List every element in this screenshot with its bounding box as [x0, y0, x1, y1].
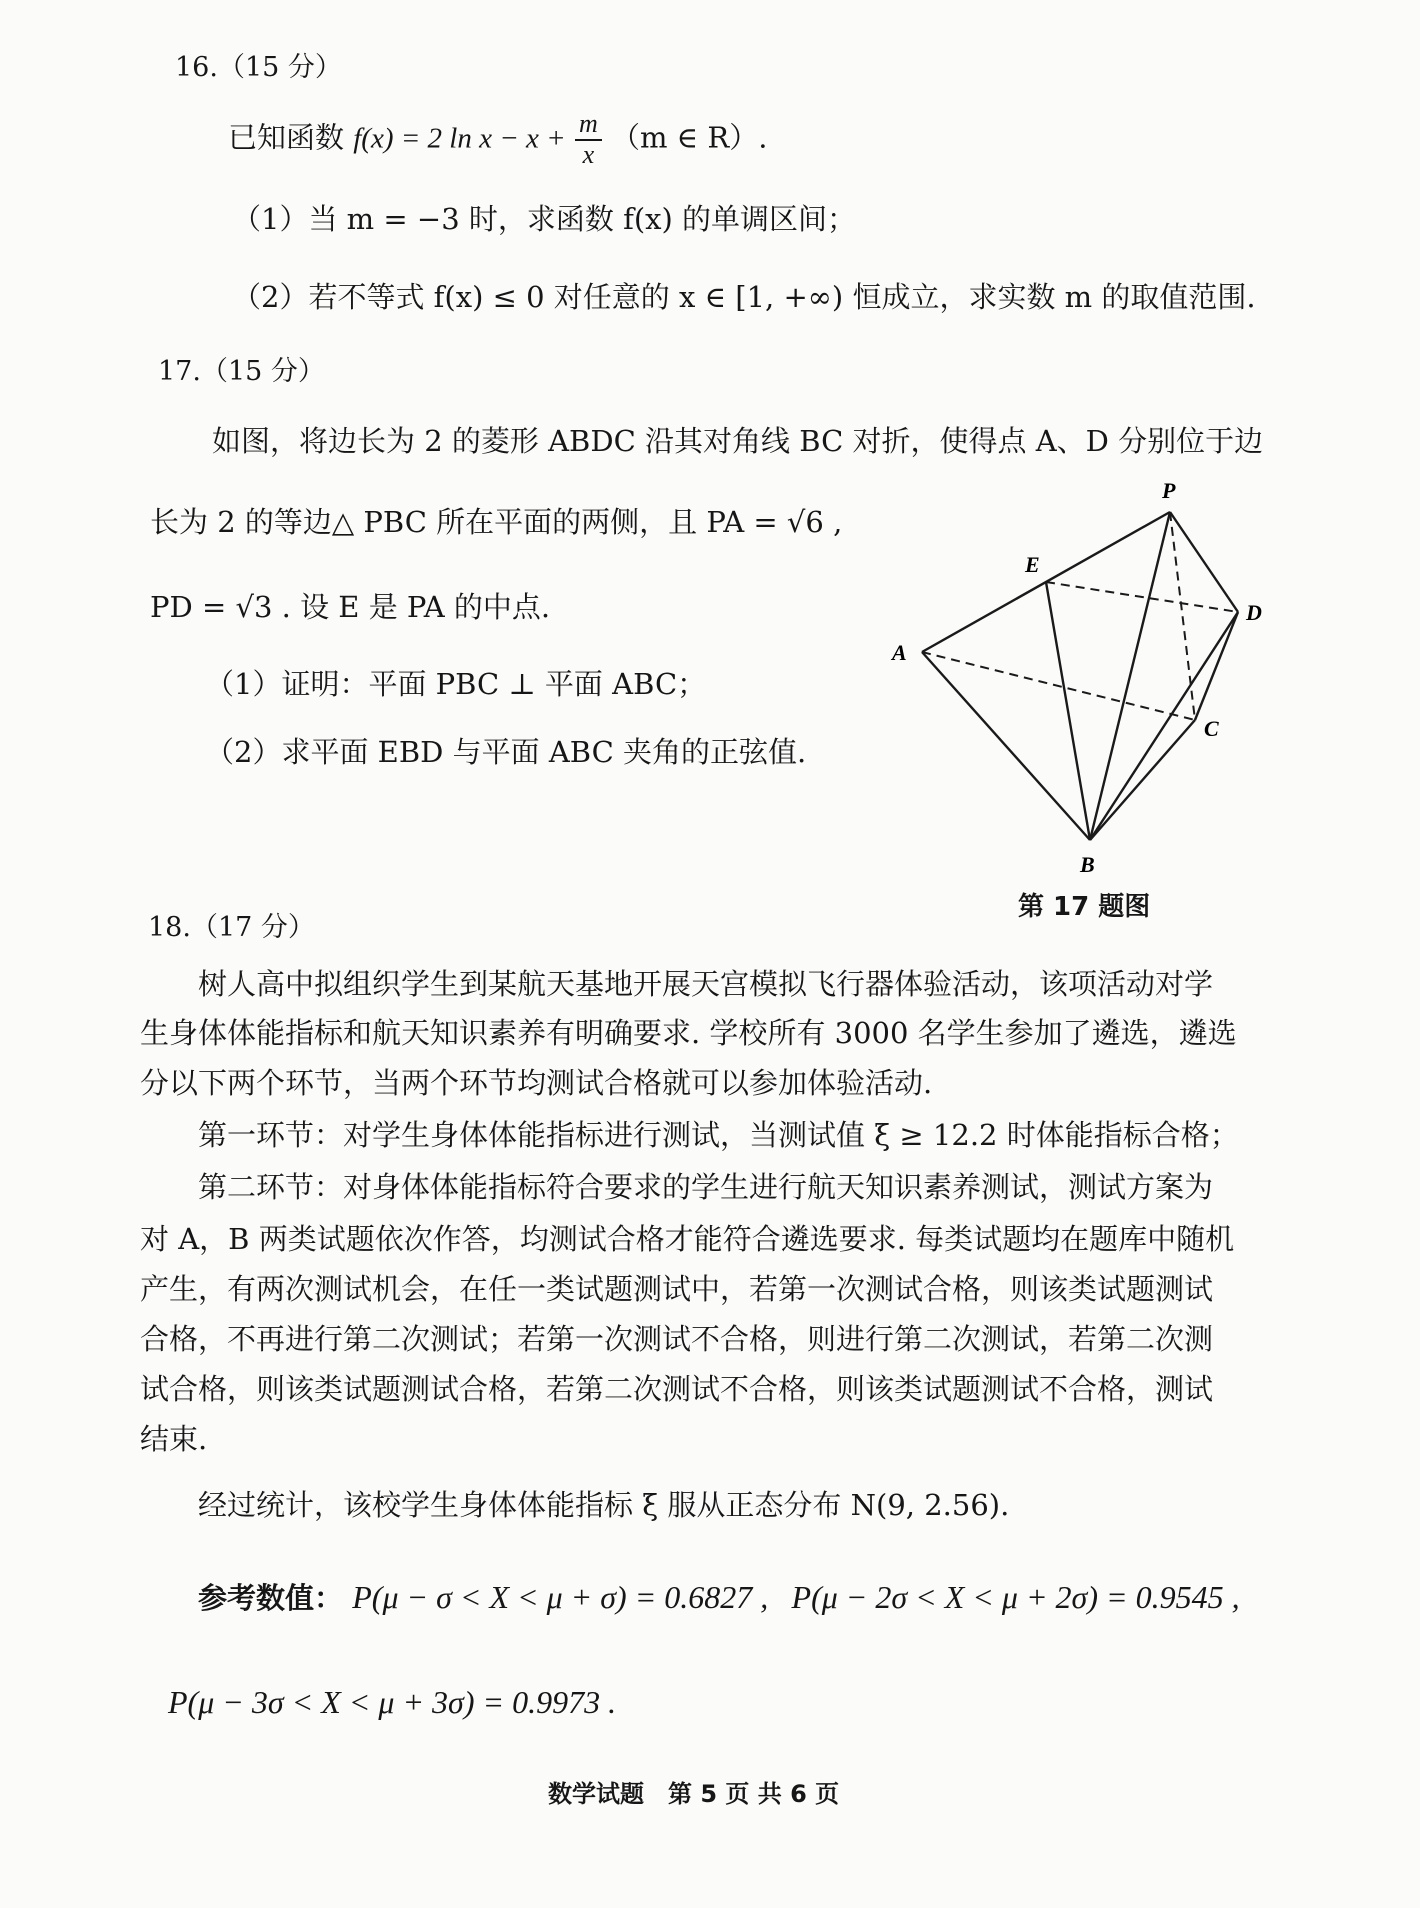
q18-ref1: P(μ − σ < X < μ + σ) = 0.6827 , — [352, 1579, 769, 1615]
q18-p2: 第一环节：对学生身体体能指标进行测试，当测试值 ξ ≥ 12.2 时体能指标合格； — [198, 1118, 1239, 1152]
q17-line1: 如图，将边长为 2 的菱形 ABDC 沿其对角线 BC 对折，使得点 A、D 分别位于边 — [212, 424, 1264, 458]
q18-p3-line2: 对 A，B 两类试题依次作答，均测试合格才能符合遴选要求. 每类试题均在题库中随机 — [140, 1222, 1235, 1256]
q17-part1: （1）证明：平面 PBC ⊥ 平面 ABC； — [205, 667, 707, 701]
edge-E-D-dashed — [1046, 582, 1238, 612]
q18-ref2: P(μ − 2σ < X < μ + 2σ) = 0.9545 , — [791, 1579, 1240, 1615]
q18-p3-line3: 产生，有两次测试机会，在任一类试题测试中，若第一次测试合格，则该类试题测试 — [140, 1272, 1214, 1306]
q17-part2: （2）求平面 EBD 与平面 ABC 夹角的正弦值. — [205, 735, 807, 769]
label-P: P — [1162, 478, 1176, 503]
q16-stem-suffix: （m ∈ R）. — [610, 120, 768, 155]
edge-P-D — [1170, 512, 1238, 612]
q18-p1-line2: 生身体体能指标和航天知识素养有明确要求. 学校所有 3000 名学生参加了遴选，遴选 — [140, 1016, 1237, 1050]
label-D: D — [1246, 600, 1262, 625]
q16-part2: （2）若不等式 f(x) ≤ 0 对任意的 x ∈ [1, +∞) 恒成立，求实数 m 的取值范围. — [232, 280, 1256, 314]
page-footer: 数学试题 第 5 页 共 6 页 — [548, 1780, 840, 1808]
label-A: A — [892, 640, 907, 665]
q16-stem-formula: f(x) = 2 ln x − x + — [353, 122, 566, 155]
q18-p1-line3: 分以下两个环节，当两个环节均测试合格就可以参加体验活动. — [140, 1066, 933, 1100]
q18-heading: 18.（17 分） — [148, 912, 315, 943]
q18-p4: 经过统计，该校学生身体体能指标 ξ 服从正态分布 N(9, 2.56). — [198, 1488, 1010, 1522]
q18-p1-line1: 树人高中拟组织学生到某航天基地开展天宫模拟飞行器体验活动，该项活动对学 — [198, 967, 1214, 1001]
q17-line2: 长为 2 的等边△ PBC 所在平面的两侧，且 PA = √6 , — [150, 505, 843, 539]
q16-heading: 16.（15 分） — [175, 52, 342, 83]
label-E: E — [1025, 552, 1040, 577]
q18-reference-row1 — [198, 1578, 1240, 1616]
q17-heading: 17.（15 分） — [158, 356, 325, 387]
q18-p3-line1: 第二环节：对身体体能指标符合要求的学生进行航天知识素养测试，测试方案为 — [198, 1170, 1214, 1204]
q16-stem — [228, 110, 767, 169]
q16-frac-denominator: x — [582, 139, 595, 169]
q18-p3-line4: 合格，不再进行第二次测试；若第一次测试不合格，则进行第二次测试，若第二次测 — [140, 1322, 1214, 1356]
q17-figure-caption: 第 17 题图 — [1018, 892, 1151, 922]
label-B: B — [1080, 852, 1095, 877]
q16-frac-numerator: m — [575, 110, 602, 141]
q17-line3: PD = √3 . 设 E 是 PA 的中点. — [150, 590, 551, 624]
q18-p3-line5: 试合格，则该类试题测试合格，若第二次测试不合格，则该类试题测试不合格，测试 — [140, 1372, 1214, 1406]
edge-D-C — [1195, 612, 1238, 720]
edge-A-B — [922, 652, 1090, 840]
edge-P-B — [1090, 512, 1170, 840]
q16-stem-fraction — [575, 110, 602, 169]
q18-ref-label: 参考数值： — [198, 1581, 344, 1615]
label-C: C — [1204, 716, 1219, 741]
q16-part1: （1）当 m = −3 时，求函数 f(x) 的单调区间； — [232, 202, 857, 236]
q18-ref3: P(μ − 3σ < X < μ + 3σ) = 0.9973 . — [168, 1684, 617, 1720]
q16-stem-prefix: 已知函数 — [228, 120, 345, 155]
edge-E-B — [1046, 582, 1090, 840]
q17-figure — [880, 470, 1280, 890]
q18-p3-line6: 结束. — [140, 1422, 208, 1456]
